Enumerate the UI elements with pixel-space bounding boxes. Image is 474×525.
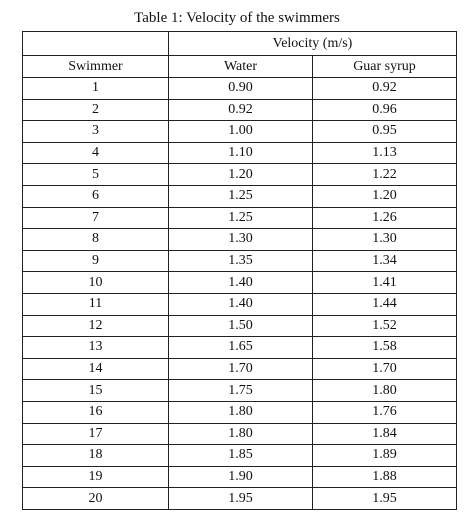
guar-syrup-velocity-cell: 1.44 [313,293,457,315]
swimmer-cell: 1 [23,78,169,100]
swimmer-cell: 13 [23,337,169,359]
table-body [23,78,457,510]
swimmer-cell: 3 [23,121,169,143]
guar-syrup-velocity-cell: 1.76 [313,401,457,423]
guar-syrup-velocity-cell: 1.70 [313,358,457,380]
water-velocity-cell: 1.70 [169,358,313,380]
table-row [23,207,457,229]
swimmer-cell: 6 [23,185,169,207]
water-velocity-cell: 1.25 [169,185,313,207]
guar-syrup-velocity-cell: 1.13 [313,142,457,164]
table-row [23,250,457,272]
guar-syrup-velocity-cell: 0.96 [313,99,457,121]
table-row [23,78,457,100]
swimmer-cell: 2 [23,99,169,121]
swimmer-cell: 17 [23,423,169,445]
water-velocity-cell: 1.35 [169,250,313,272]
water-velocity-cell: 1.80 [169,423,313,445]
table-row [23,466,457,488]
swimmer-cell: 12 [23,315,169,337]
guar-syrup-velocity-cell: 1.20 [313,185,457,207]
guar-syrup-velocity-cell: 1.95 [313,488,457,510]
swimmer-cell: 5 [23,164,169,186]
table-row [23,337,457,359]
table-row [23,401,457,423]
guar-syrup-velocity-cell: 1.88 [313,466,457,488]
table-row [23,121,457,143]
water-velocity-cell: 1.25 [169,207,313,229]
column-header-water: Water [169,56,313,78]
table-row [23,488,457,510]
column-header-guar-syrup: Guar syrup [313,56,457,78]
water-velocity-cell: 1.50 [169,315,313,337]
guar-syrup-velocity-cell: 1.89 [313,445,457,467]
table-row [23,272,457,294]
swimmer-cell: 15 [23,380,169,402]
water-velocity-cell: 1.80 [169,401,313,423]
header-row-group [23,32,457,56]
water-velocity-cell: 1.20 [169,164,313,186]
table-caption: Table 1: Velocity of the swimmers [134,10,340,26]
water-velocity-cell: 1.10 [169,142,313,164]
swimmer-cell: 18 [23,445,169,467]
guar-syrup-velocity-cell: 1.30 [313,229,457,251]
table-row [23,358,457,380]
swimmer-cell: 16 [23,401,169,423]
guar-syrup-velocity-cell: 1.22 [313,164,457,186]
table-row [23,445,457,467]
swimmer-cell: 10 [23,272,169,294]
table-row [23,293,457,315]
swimmer-cell: 8 [23,229,169,251]
table-row [23,185,457,207]
guar-syrup-velocity-cell: 1.41 [313,272,457,294]
water-velocity-cell: 1.30 [169,229,313,251]
water-velocity-cell: 1.95 [169,488,313,510]
guar-syrup-velocity-cell: 1.34 [313,250,457,272]
water-velocity-cell: 0.92 [169,99,313,121]
swimmer-cell: 4 [23,142,169,164]
table-row [23,315,457,337]
guar-syrup-velocity-cell: 0.92 [313,78,457,100]
table-row [23,164,457,186]
water-velocity-cell: 0.90 [169,78,313,100]
guar-syrup-velocity-cell: 1.84 [313,423,457,445]
table-row [23,229,457,251]
column-header-swimmer: Swimmer [23,56,169,78]
table-row [23,380,457,402]
water-velocity-cell: 1.85 [169,445,313,467]
table-row [23,99,457,121]
guar-syrup-velocity-cell: 1.52 [313,315,457,337]
velocity-table [22,31,457,510]
water-velocity-cell: 1.40 [169,293,313,315]
guar-syrup-velocity-cell: 1.58 [313,337,457,359]
swimmer-cell: 19 [23,466,169,488]
header-row-columns [23,56,457,78]
table-row [23,142,457,164]
swimmer-cell: 20 [23,488,169,510]
swimmer-cell: 9 [23,250,169,272]
velocity-group-header: Velocity (m/s) [169,32,457,56]
water-velocity-cell: 1.00 [169,121,313,143]
guar-syrup-velocity-cell: 0.95 [313,121,457,143]
guar-syrup-velocity-cell: 1.26 [313,207,457,229]
guar-syrup-velocity-cell: 1.80 [313,380,457,402]
swimmer-cell: 11 [23,293,169,315]
water-velocity-cell: 1.75 [169,380,313,402]
swimmer-cell: 14 [23,358,169,380]
water-velocity-cell: 1.40 [169,272,313,294]
water-velocity-cell: 1.90 [169,466,313,488]
water-velocity-cell: 1.65 [169,337,313,359]
swimmer-cell: 7 [23,207,169,229]
header-empty-cell [23,32,169,56]
table-row [23,423,457,445]
